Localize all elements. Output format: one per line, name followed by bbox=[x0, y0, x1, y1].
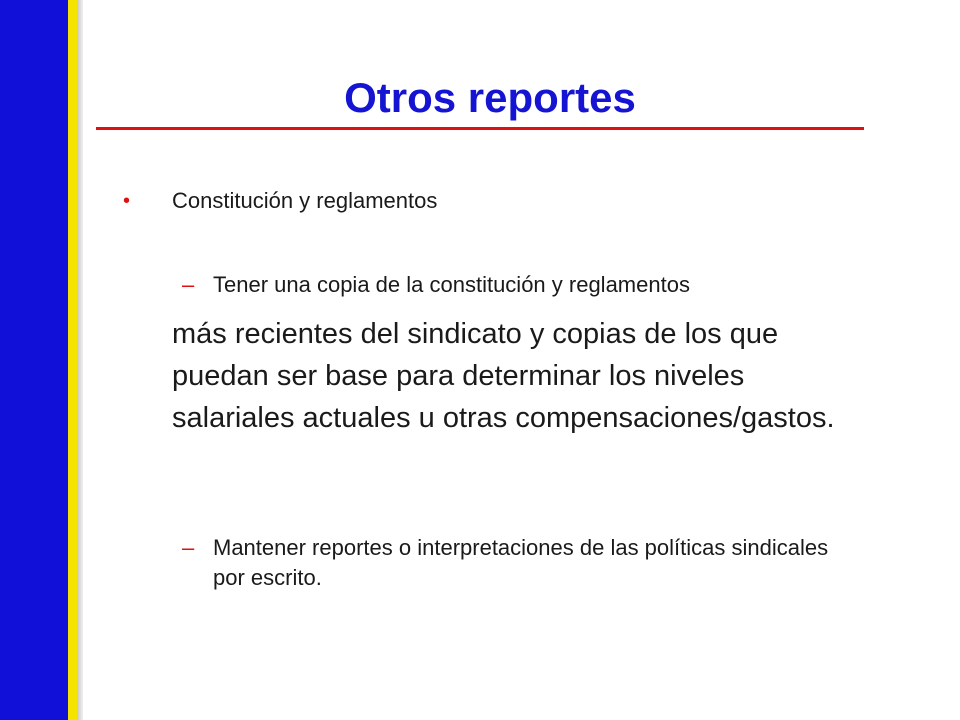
bullet-text: Constitución y reglamentos bbox=[172, 188, 438, 213]
bullet-marker: • bbox=[123, 190, 131, 212]
continuation-paragraph: más recientes del sindicato y copias de los que puedan ser base para determinar los niveles salariales actuales u otras compensaciones/gastos. bbox=[172, 318, 835, 434]
slide-title: Otros reportes bbox=[344, 74, 636, 121]
sub-item-marker: – bbox=[182, 272, 195, 297]
sub-item-marker: – bbox=[182, 535, 195, 560]
sub-item-text: Mantener reportes o interpretaciones de las políticas sindicales por escrito. bbox=[213, 535, 829, 590]
sub-item-text: Tener una copia de la constitución y reglamentos bbox=[213, 272, 690, 297]
